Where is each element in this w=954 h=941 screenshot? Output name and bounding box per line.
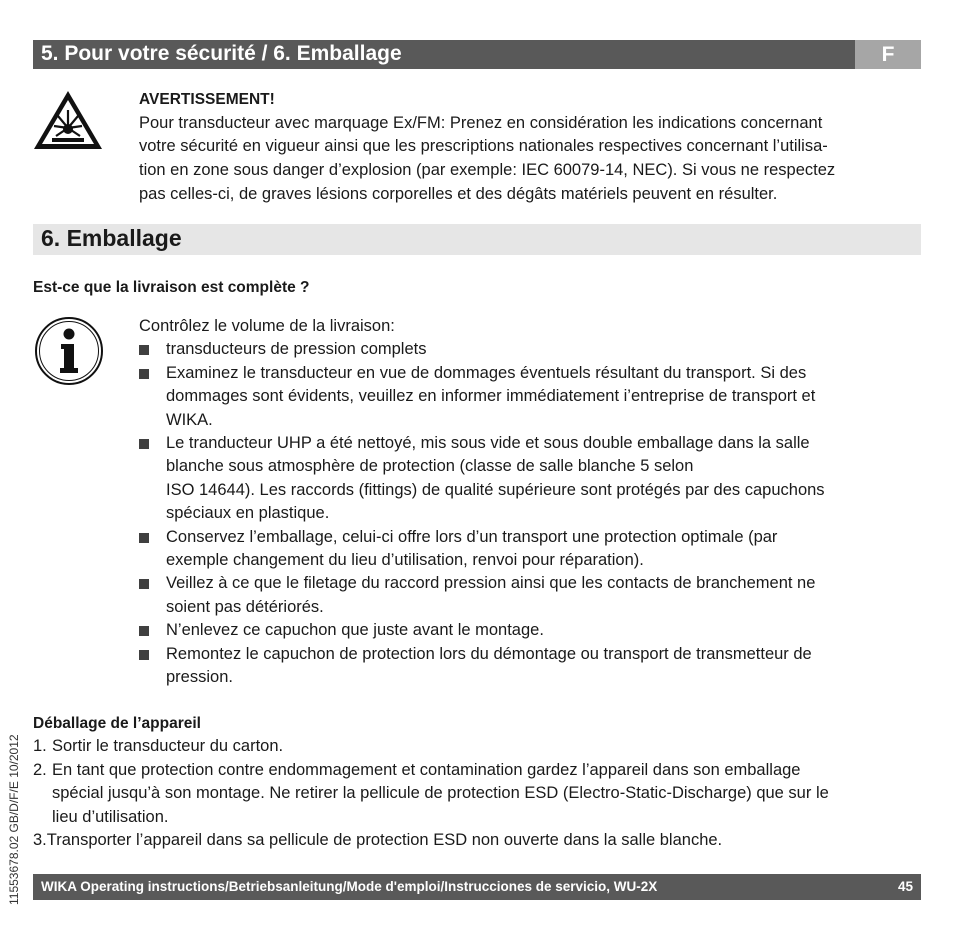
- list-item-line: dommages sont évidents, veuillez en informer immédiatement i’entreprise de transport et: [166, 387, 816, 406]
- unpacking-heading: Déballage de l’appareil: [33, 715, 201, 732]
- section-title-bar: [33, 224, 921, 255]
- list-item-line: Remontez le capuchon de protection lors du démontage ou transport de transmetteur de: [166, 644, 812, 663]
- footer-text: WIKA Operating instructions/Betriebsanleitung/Mode d'emploi/Instrucciones de servicio, WU-2X: [41, 879, 658, 894]
- list-item-line: Conservez l’emballage, celui-ci offre lors d’un transport une protection optimale (par: [166, 527, 778, 546]
- footer-bar: [33, 874, 921, 900]
- warning-block: [139, 88, 929, 207]
- warning-heading: AVERTISSEMENT!: [139, 91, 275, 108]
- section-header-title: 5. Pour votre sécurité / 6. Emballage: [41, 42, 402, 65]
- list-item-line: blanche sous atmosphère de protection (classe de salle blanche 5 selon: [166, 457, 694, 476]
- list-item-line: ISO 14644). Les raccords (fittings) de qualité supérieure sont protégés par des capuchons: [166, 480, 825, 499]
- step-number: 1.: [33, 737, 47, 756]
- list-item-line: spéciaux en plastique.: [166, 504, 330, 523]
- list-item: [139, 643, 929, 690]
- list-item-line: pression.: [166, 668, 233, 687]
- delivery-block: [139, 315, 929, 690]
- document-code: 11553678.02 GB/D/F/E 10/2012: [7, 734, 21, 905]
- list-item: [139, 619, 929, 642]
- list-item-line: soient pas détériorés.: [166, 597, 324, 616]
- warning-line: tion en zone sous danger d’explosion (par exemple: IEC 60079-14, NEC). Si vous ne respectez: [139, 161, 836, 180]
- step-line: spécial jusqu’à son montage. Ne retirer la pellicule de protection ESD (Electro-Static-Discharge) que sur le: [52, 784, 829, 803]
- delivery-intro: Contrôlez le volume de la livraison:: [139, 317, 395, 335]
- step-line: Sortir le transducteur du carton.: [52, 737, 284, 756]
- step-number: 2.: [33, 760, 47, 779]
- list-item: [139, 362, 929, 432]
- section-title: 6. Emballage: [41, 225, 182, 251]
- unpacking-step-3: 3.Transporter l’appareil dans sa pellicule de protection ESD non ouverte dans la salle blanche.: [33, 831, 723, 850]
- unpacking-block: [33, 712, 925, 852]
- list-item-line: WIKA.: [166, 410, 213, 429]
- warning-line: votre sécurité en vigueur ainsi que les prescriptions nationales respectives concernant l’utilisa-: [139, 137, 828, 156]
- list-item: [139, 338, 929, 361]
- unpacking-step: [33, 735, 925, 758]
- list-item-line: N’enlevez ce capuchon que juste avant le montage.: [166, 621, 544, 640]
- info-icon: [34, 316, 104, 386]
- list-item: [139, 526, 929, 573]
- list-item-line: exemple changement du lieu d’utilisation, renvoi pour réparation).: [166, 551, 644, 570]
- step-line: lieu d’utilisation.: [52, 807, 169, 826]
- step-line: En tant que protection contre endommagement et contamination gardez l’appareil dans son emballage: [52, 760, 801, 779]
- language-tab: F: [855, 40, 921, 69]
- delivery-heading: Est-ce que la livraison est complète ?: [33, 279, 310, 296]
- page-number: 45: [897, 879, 913, 894]
- section-header-bar: [33, 40, 921, 69]
- warning-line: Pour transducteur avec marquage Ex/FM: Prenez en considération les indications concernant: [139, 113, 823, 132]
- list-item-line: Le tranducteur UHP a été nettoyé, mis sous vide et sous double emballage dans la salle: [166, 434, 810, 453]
- delivery-list: [139, 338, 929, 689]
- list-item-line: transducteurs de pression complets: [166, 340, 427, 359]
- list-item: [139, 432, 929, 526]
- unpacking-step: [33, 759, 925, 829]
- explosion-warning-icon: [32, 88, 104, 152]
- list-item: [139, 572, 929, 619]
- list-item-line: Veillez à ce que le filetage du raccord pression ainsi que les contacts de branchement ne: [166, 574, 816, 593]
- warning-line: pas celles-ci, de graves lésions corporelles et des dégâts matériels peuvent en résulter.: [139, 184, 778, 203]
- list-item-line: Examinez le transducteur en vue de dommages éventuels résultant du transport. Si des: [166, 363, 807, 382]
